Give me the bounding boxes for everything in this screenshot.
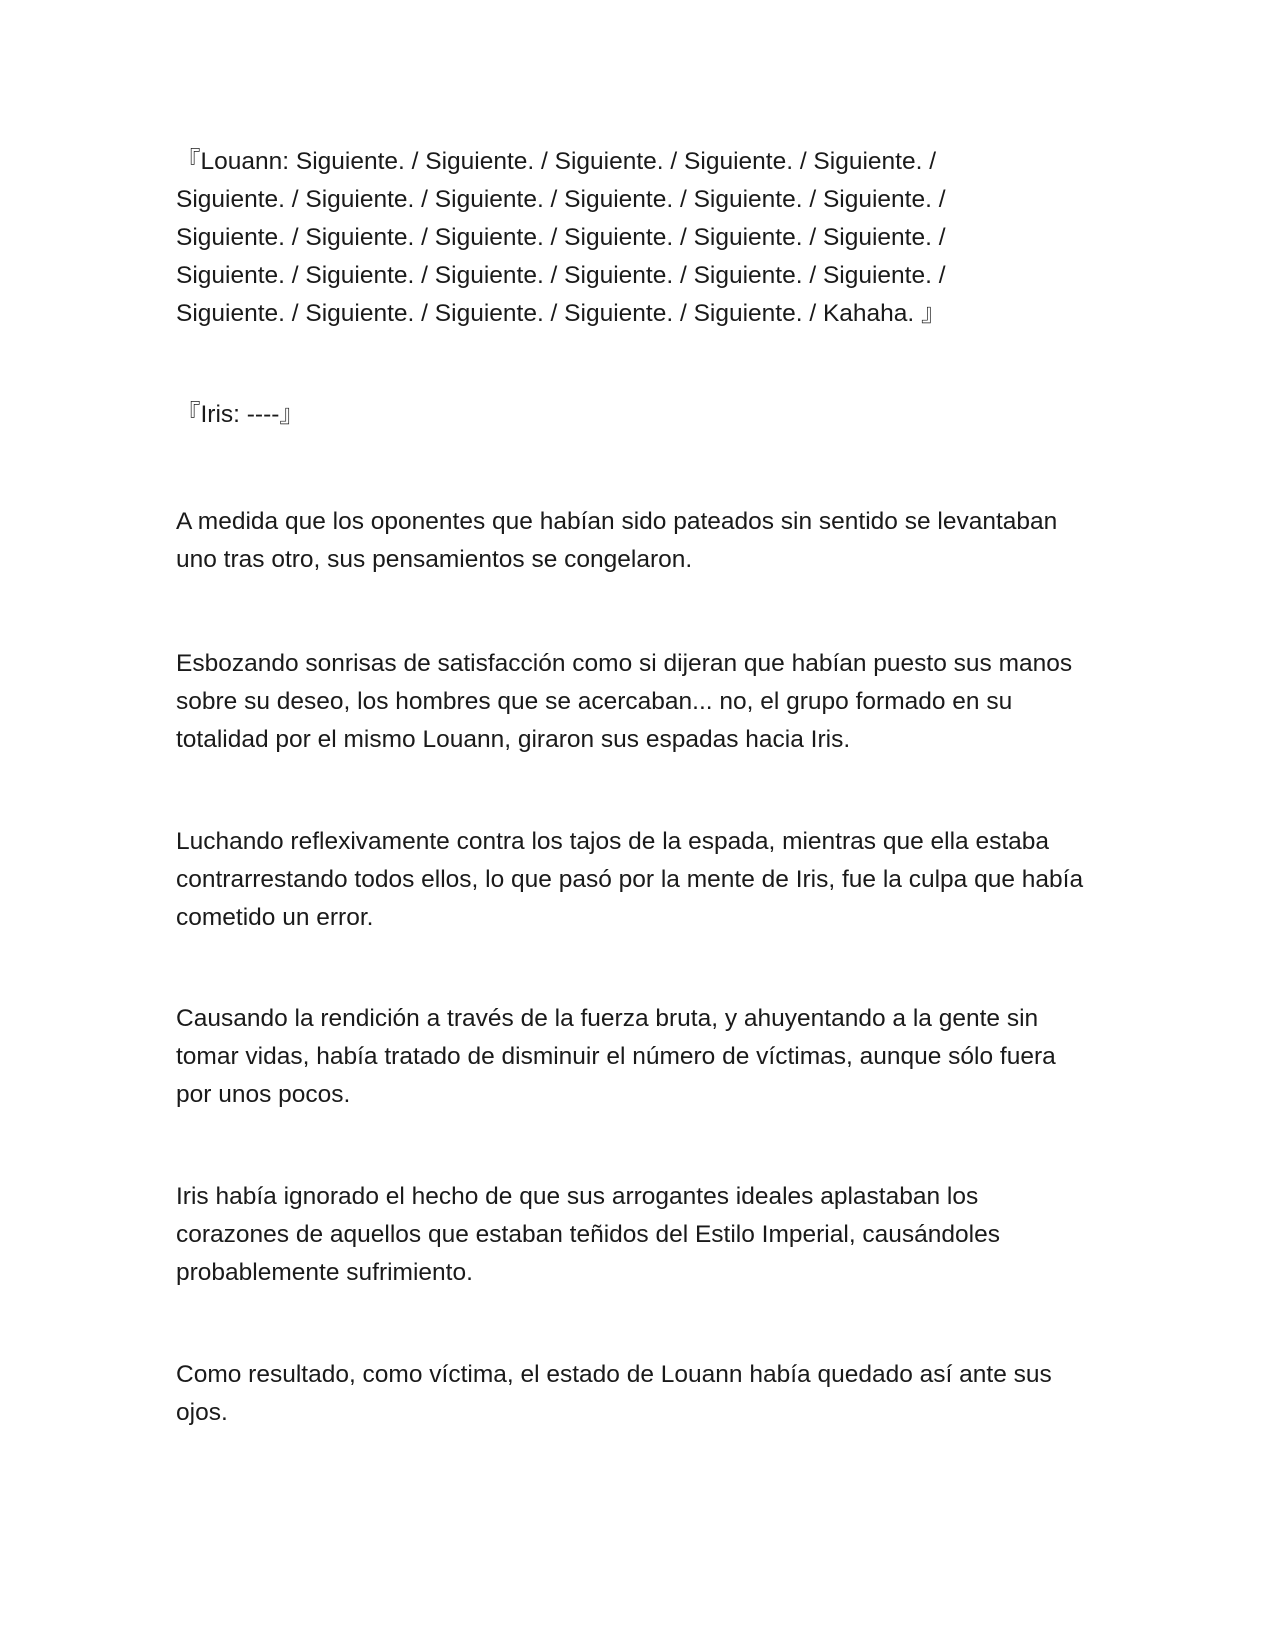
narration-paragraph-4: Causando la rendición a través de la fuerza bruta, y ahuyentando a la gente sin tomar vidas, había tratado de disminuir el número de víctimas, aunque sólo fuera por unos pocos. <box>176 1005 1056 1108</box>
narration-paragraph-5: Iris había ignorado el hecho de que sus arrogantes ideales aplastaban los corazones de aquellos que estaban teñidos del Estilo Imperial, causándoles probablemente sufrimiento. <box>176 1183 1001 1286</box>
narration-paragraph-1: A medida que los oponentes que habían sido pateados sin sentido se levantaban uno tras otro, sus pensamientos se congelaron. <box>176 508 1058 573</box>
narration-paragraph-6: Como resultado, como víctima, el estado de Louann había quedado así ante sus ojos. <box>176 1361 1052 1426</box>
louann-dialogue-paragraph: 『Louann: Siguiente. / Siguiente. / Siguiente. / Siguiente. / Siguiente. / Siguiente. / Siguiente. / Siguiente. / Siguiente. / Siguiente. / Siguiente. / Siguiente. / Siguiente. / Siguiente. / Siguiente. / Siguiente. / Siguiente. / Siguiente. / Siguiente. / Siguiente. / Siguiente. / Siguiente. / Siguiente. / Siguiente. / Siguiente. / Siguiente. / Siguiente. / Siguiente. / Kahaha. 』 <box>176 148 946 327</box>
narration-paragraph-2: Esbozando sonrisas de satisfacción como si dijeran que habían puesto sus manos sobre su deseo, los hombres que se acercaban... no, el grupo formado en su totalidad por el mismo Louann, giraron sus espadas hacia Iris. <box>176 650 1073 753</box>
narration-paragraph-3: Luchando reflexivamente contra los tajos de la espada, mientras que ella estaba contrarrestando todos ellos, lo que pasó por la mente de Iris, fue la culpa que había cometido un error. <box>176 828 1084 931</box>
iris-dialogue-paragraph: 『Iris: ----』 <box>176 401 304 428</box>
